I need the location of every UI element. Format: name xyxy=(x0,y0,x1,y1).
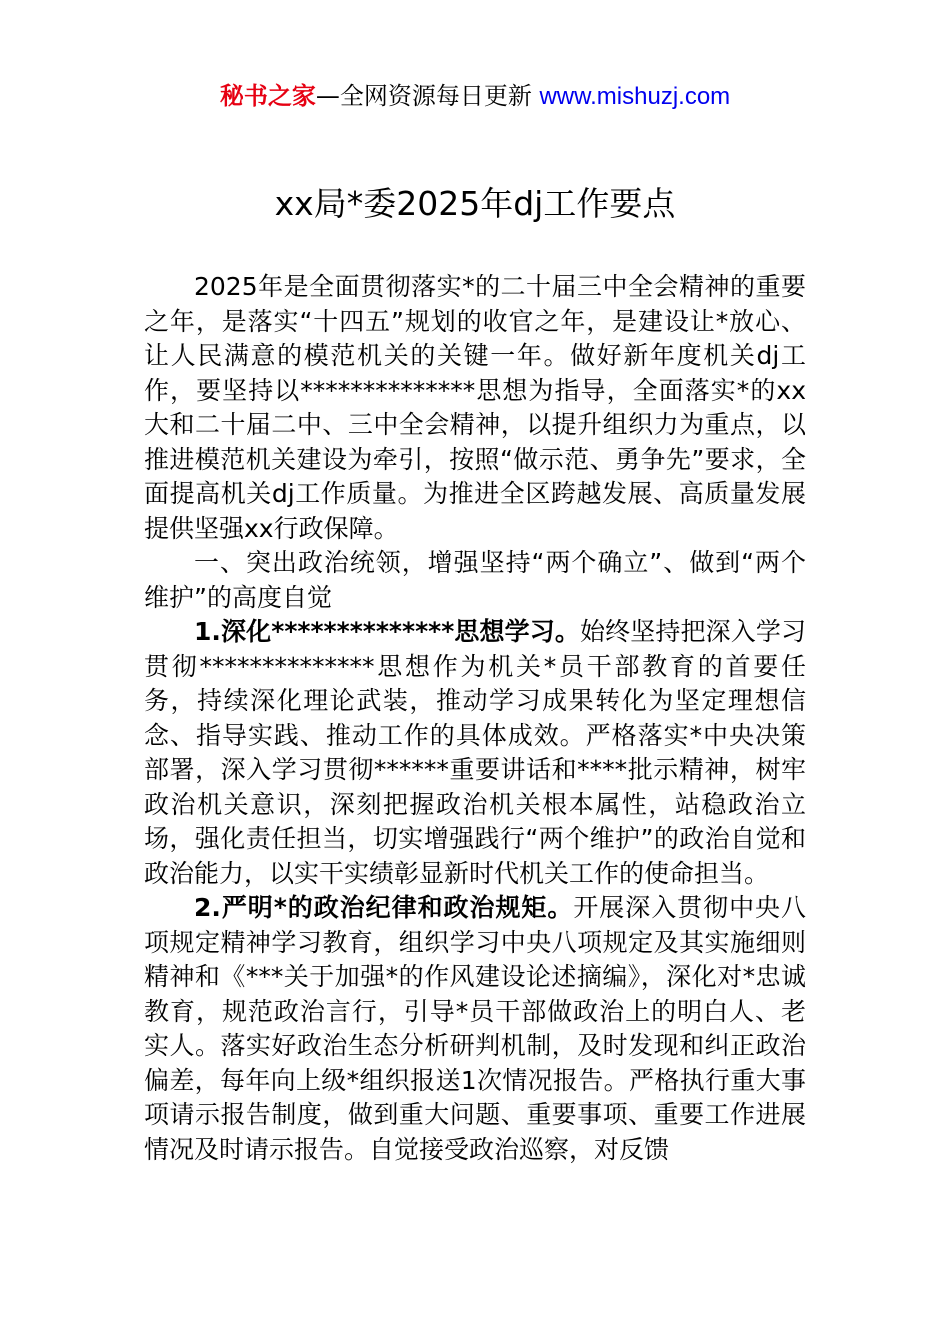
site-brand: 秘书之家 xyxy=(219,82,316,110)
item-2-title: 2.严明*的政治纪律和政治规矩。 xyxy=(194,893,574,922)
item-2-paragraph xyxy=(144,891,806,1167)
site-url-link[interactable]: www.mishuzj.com xyxy=(539,83,731,110)
item-1-paragraph xyxy=(144,615,806,891)
document-title: xx局*委2025年dj工作要点 xyxy=(274,184,676,223)
item-1-title: 1.深化**************思想学习。 xyxy=(194,617,581,646)
site-header xyxy=(0,80,950,113)
section-heading: 一、突出政治统领，增强坚持“两个确立”、做到“两个维护”的高度自觉 xyxy=(144,548,806,612)
item-1-body: 始终坚持把深入学习贯彻**************思想作为机关*员干部教育的首要任务，持续深化理论武装，推动学习成果转化为坚定理想信念、指导实践、推动工作的具体成效。严格落实*中央决策部署，深入学习贯彻******重要讲话和****批示精神，树牢政治机关意识，深刻把握政治机关根本属性，站稳政治立场，强化责任担当，切实增强践行“两个维护”的政治自觉和政治能力，以实干实绩彰显新时代机关工作的使命担当。 xyxy=(144,617,806,888)
item-2-body: 开展深入贯彻中央八项规定精神学习教育，组织学习中央八项规定及其实施细则精神和《***关于加强*的作风建设论述摘编》，深化对*忠诚教育，规范政治言行，引导*员干部做政治上的明白人、老实人。落实好政治生态分析研判机制，及时发现和纠正政治偏差，每年向上级*组织报送1次情况报告。严格执行重大事项请示报告制度，做到重大问题、重要事项、重要工作进展情况及时请示报告。自觉接受政治巡察，对反馈 xyxy=(144,893,806,1164)
intro-paragraph: 2025年是全面贯彻落实*的二十届三中全会精神的重要之年，是落实“十四五”规划的收官之年，是建设让*放心、让人民满意的模范机关的关键一年。做好新年度机关dj工作，要坚持以**************思想为指导，全面落实*的xx大和二十届二中、三中全会精神，以提升组织力为重点，以推进模范机关建设为牵引，按照“做示范、勇争先”要求，全面提高机关dj工作质量。为推进全区跨越发展、高质量发展提供坚强xx行政保障。 xyxy=(144,272,806,543)
site-tagline: —全网资源每日更新 xyxy=(315,82,532,110)
document-body xyxy=(144,270,806,1167)
